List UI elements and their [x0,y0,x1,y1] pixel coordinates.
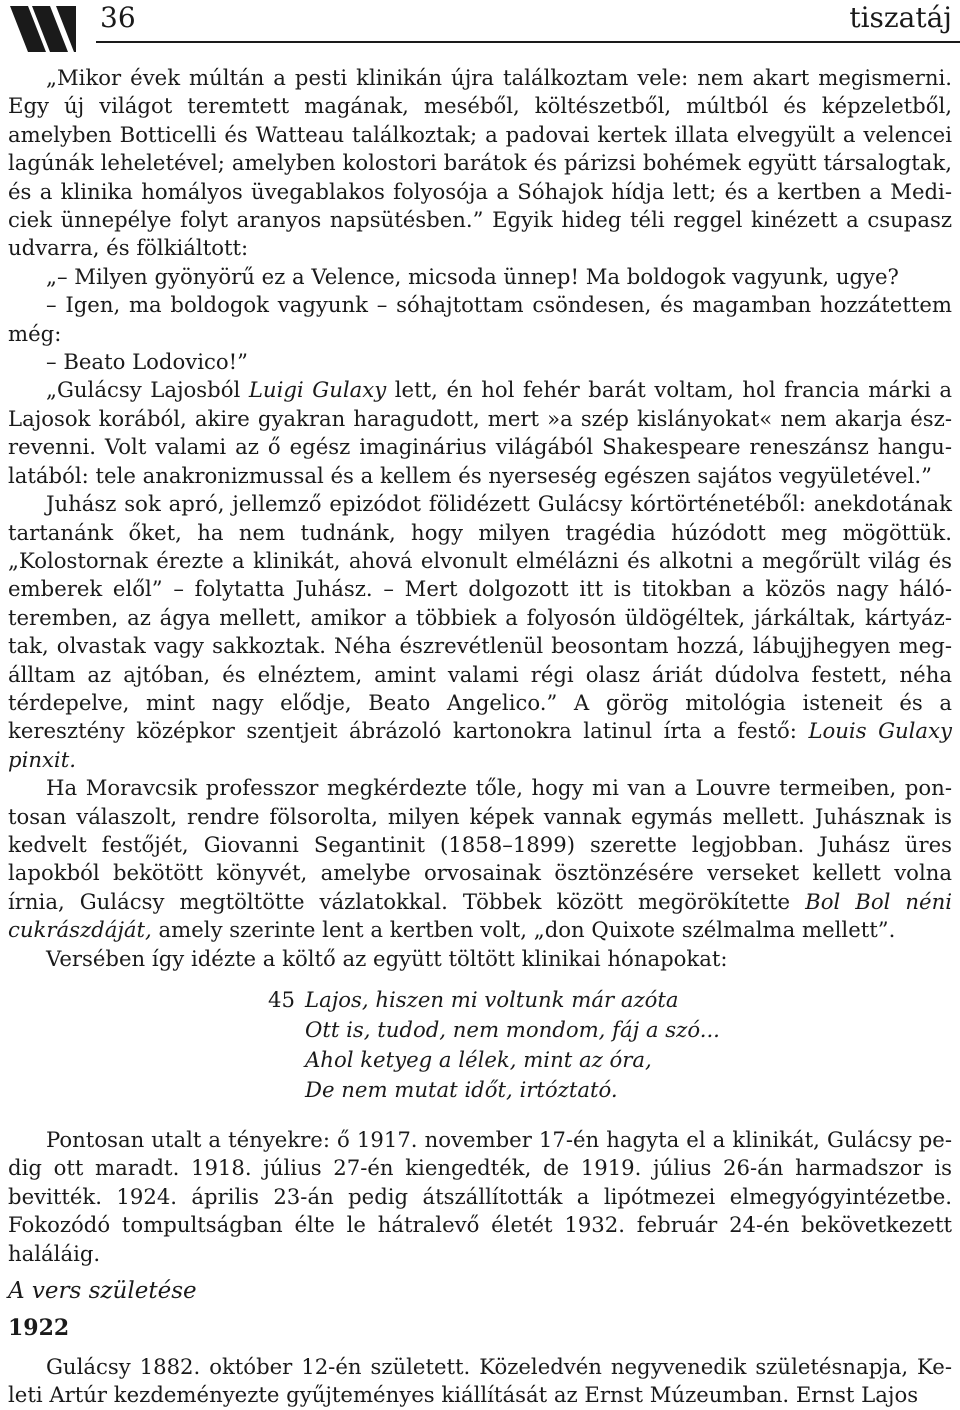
paragraph-3: – Igen, ma boldogok vagyunk – sóhajtottam csöndesen, és magamban hozzátettem még: [8,292,952,346]
paragraph-6: Juhász sok apró, jellemző epizódot fölidézett Gulácsy kórtörténetéből: anekdotának tartanánk őket, ha nem tudnánk, hogy milyen tragédia húzódott meg mögöttük. „Kolostornak érezte a klinikát, ahová elvonult elmélázni és alkotni a megőrült világ és emberek elől” – folytatta Juhász. – Mert dolgozott itt is titokban a közös nagy hálóteremben, az ágya mellett, amikor a többiek a folyosón üldögéltek, járkáltak, kártyáztak, olvastak vagy sakkoztak. Néha észrevétlenül beosontam hozzá, lábujjhegyen megálltam az ajtóban, és elnéztem, amint valami régi olasz áriát dúdolva festett, néha térdepelve, mint nagy elődje, Beato Angelico.” A görög mitológia isteneit és a keresztény középkor szentjeit ábrázoló kartonokra latinul írta a festő: Louis Gulaxy pinxit. [8,491,952,772]
paragraph-4: – Beato Lodovico!” [46,349,248,375]
section-year: 1922 [8,1315,70,1341]
paragraph-10: Gulácsy 1882. október 12-én született. Közeledvén negyvenedik születésnapja, Keleti Artúr kezdeményezte gyűjteményes kiállítását az Ernst Múzeumban. Ernst Lajos [8,1354,952,1408]
magazine-title: tiszatáj [849,1,952,34]
paragraph-7: Ha Moravcsik professzor megkérdezte tőle, hogy mi van a Louvre termeiben, pontosan válaszolt, rendre fölsorolta, milyen képek vannak egymás mellett. Juhásznak is kedvelt festőjét, Giovanni Segantinit (1858–1899) szerette legjobban. Juhász üres lapokból bekötött könyvét, amelybe orvosainak ösztönzésére verseket kellett volna írnia, Gulácsy megtöltötte vázlatokkal. Többek között megörökítette Bol Bol néni cukrászdáját, amely szerinte lent a kertben volt, „don Quixote szélmalma mellett”. [8,775,952,943]
verse-line: Ahol ketyeg a lélek, mint az óra, [305,1047,652,1072]
paragraph-5: „Gulácsy Lajosból Luigi Gulaxy lett, én hol fehér barát voltam, hol francia márki a Lajosok korából, akire gyakran haragudott, mert »a szép kislányokat« nem akarja észrevenni. Volt valami az ő egész imaginárius világából Shakespeare reneszánsz hangulatából: tele anakronizmussal és a kellem és nyerseség egészen sajátos vegyületével.” [8,377,952,488]
paragraph-1: „Mikor évek múltán a pesti klinikán újra találkoztam vele: nem akart megismerni. Egy új világot teremtett magának, meséből, költészetből, múltból és képzeletből, amelyben Botticelli és Watteau találkoztak; a padovai kertek illata elvegyült a velencei lagúnák leheletével; amelyben kolostori barátok és párizsi bohémek együtt társalogtak, és a klinika homályos üvegablakos folyosója a Sóhajok hídja lett; és a kertben a Mediciek ünnepélye folyt aranyos napsütésben.” Egyik hideg téli reggel kinézett a csupasz udvarra, és fölkiáltott: [8,65,952,261]
verse-line: Lajos, hiszen mi voltunk már azóta [305,987,679,1012]
article-body-continued [8,1126,952,1268]
verse-line: De nem mutat időt, irtóztató. [305,1077,618,1102]
paragraph-8: Versében így idézte a költő az együtt töltött klinikai hónapokat: [46,945,728,971]
verse-quote [268,985,908,1105]
section-title: A vers születése [8,1278,197,1304]
page-header [0,0,960,55]
verse-line-number: 45 [268,987,295,1012]
paragraph-2: „– Milyen gyönyörű ez a Velence, micsoda ünnep! Ma boldogok vagyunk, ugye? [46,263,899,289]
section-body [8,1353,952,1410]
header-rule [96,41,960,43]
verse-line: Ott is, tudod, nem mondom, fáj a szó... [305,1017,720,1042]
article-body [8,64,952,973]
paragraph-9: Pontosan utalt a tényekre: ő 1917. november 17-én hagyta el a klinikát, Gulácsy pedig ott maradt. 1918. július 27-én kiengedték, de 1919. július 26-án harmadszor is bevitték. 1924. április 23-án pedig átszállították a lipótmezei elmegyógyintézetbe. Fokozódó tompultságban élte le hátralevő életét 1932. február 24-én bekövetkezett haláláig. [8,1127,952,1266]
magazine-logo-icon [10,6,80,52]
page-number: 36 [100,1,136,34]
